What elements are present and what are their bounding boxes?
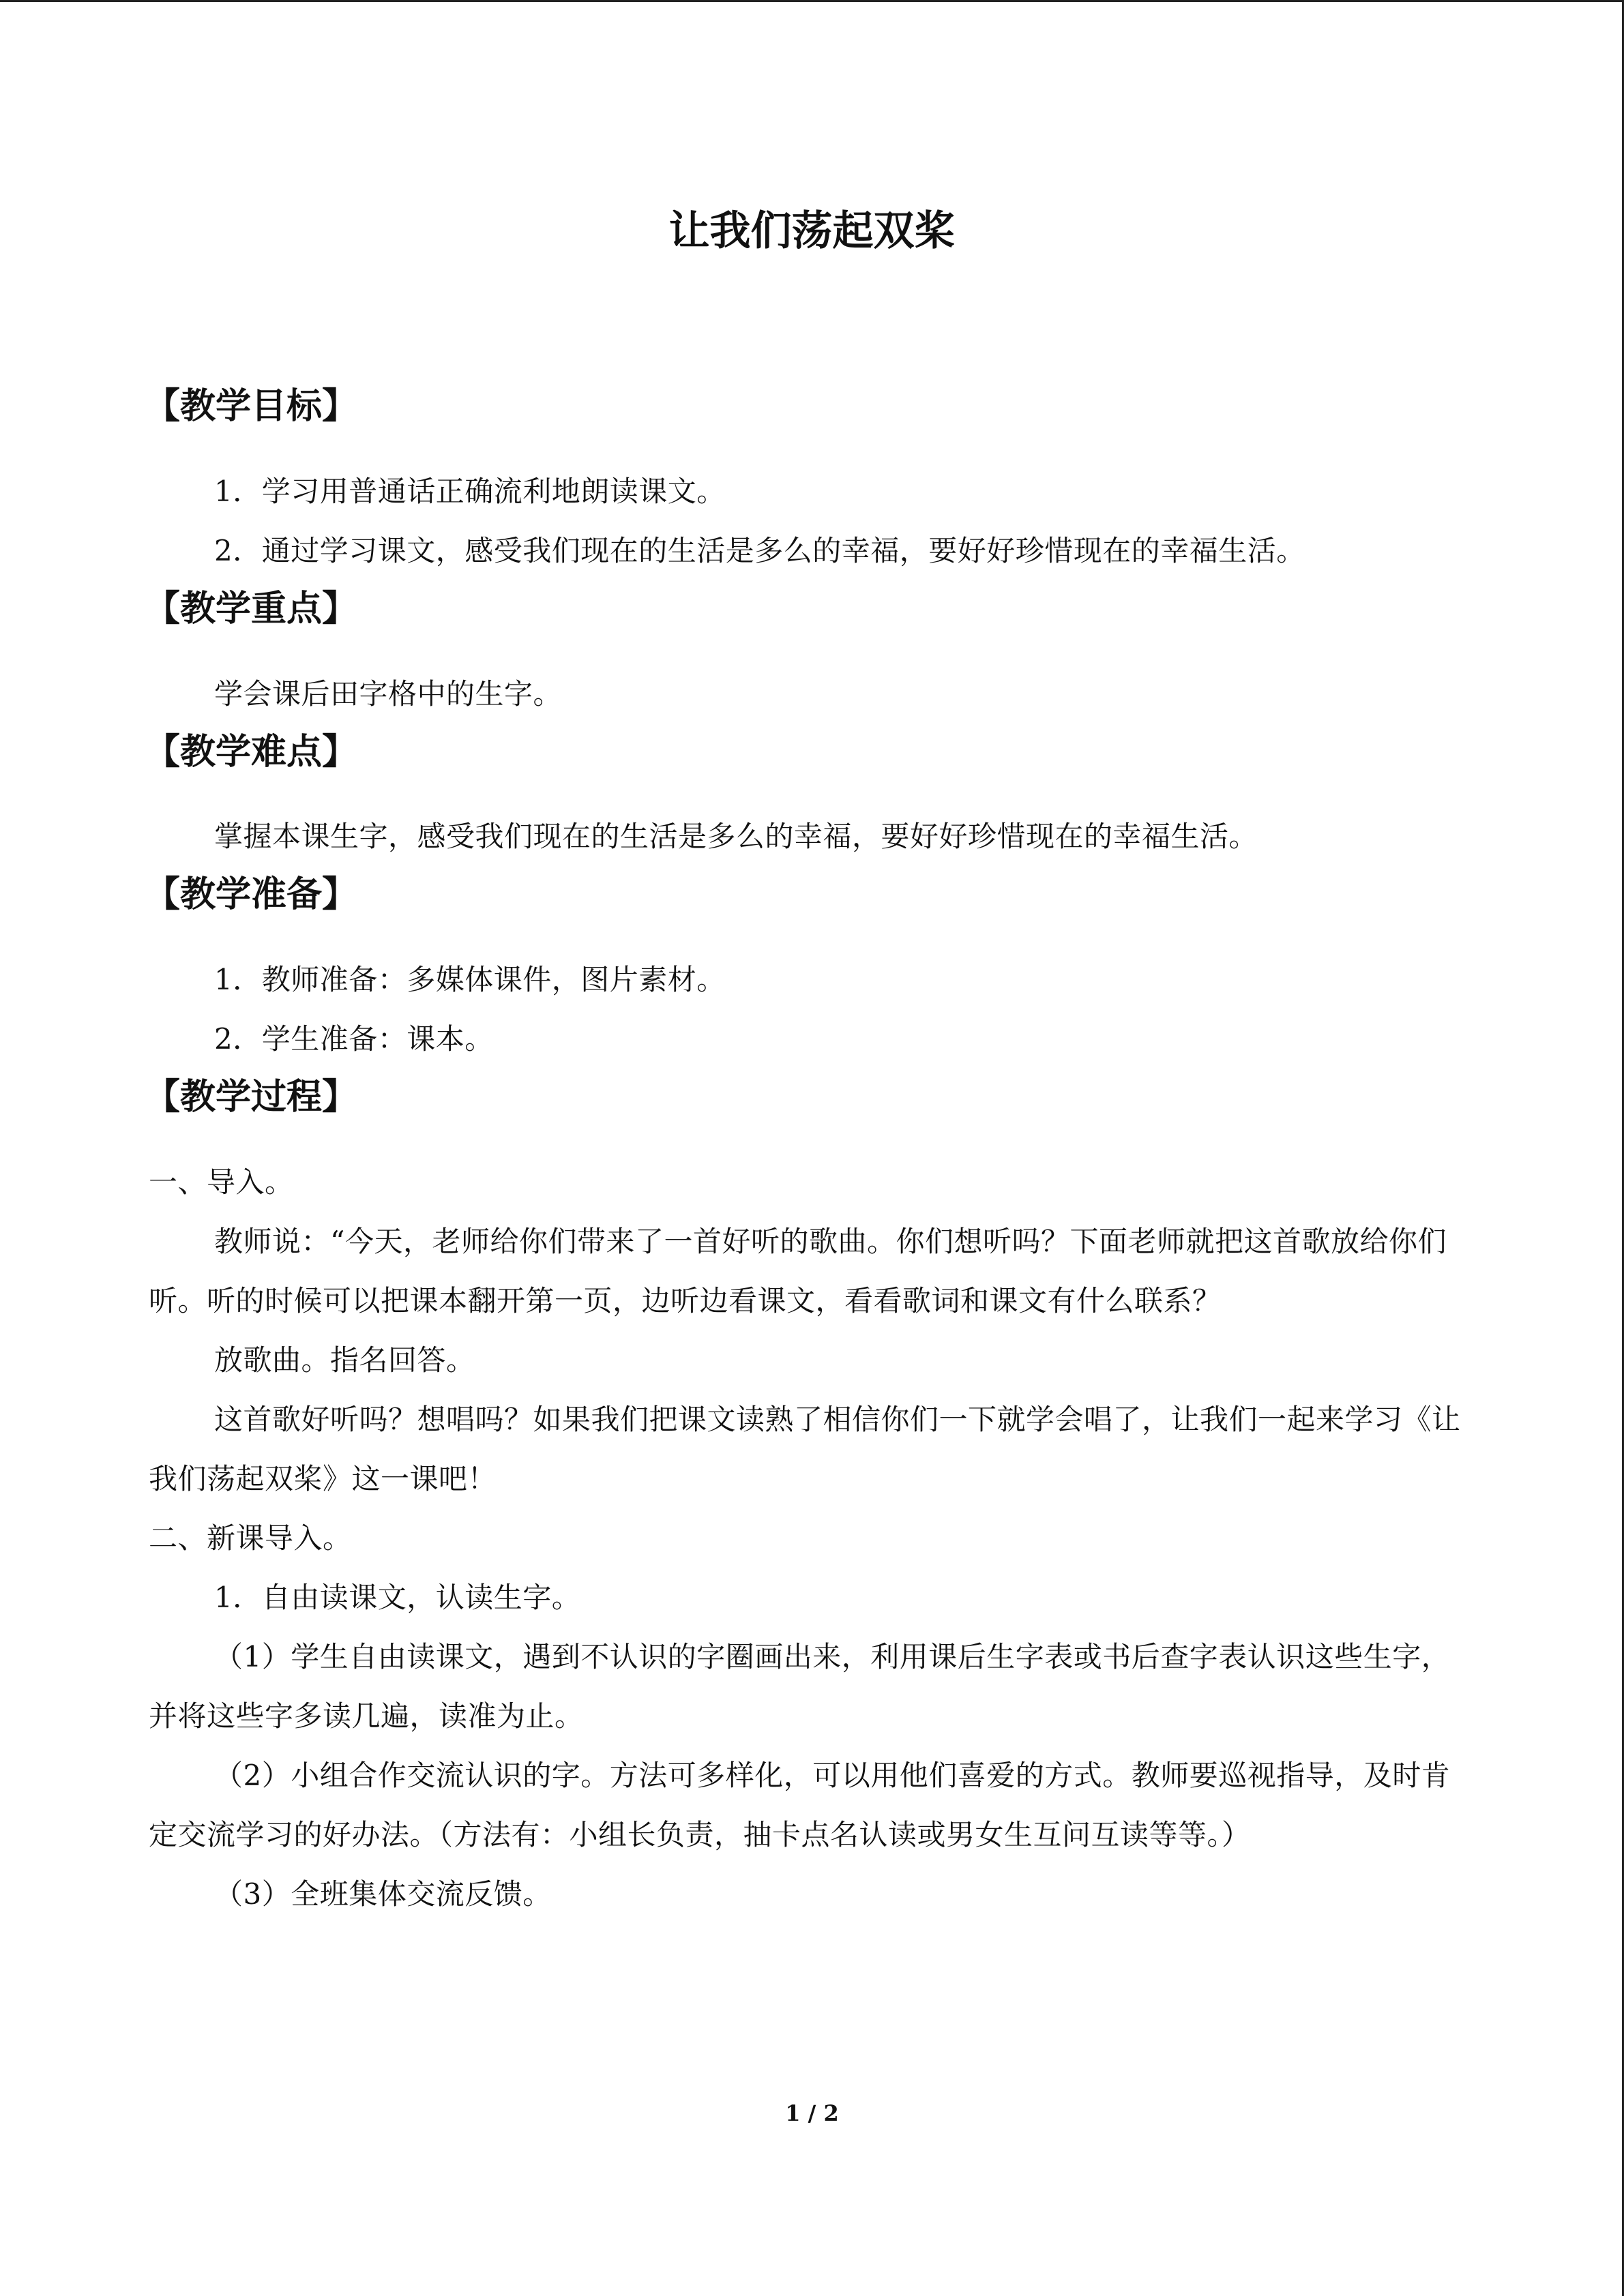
section-heading-key-points: 【教学重点】 [145,587,358,629]
difficulties-text: 掌握本课生字，感受我们现在的生活是多么的幸福，要好好珍惜现在的幸福生活。 [214,820,1258,854]
section-heading-goals: 【教学目标】 [145,385,358,427]
process-part1-paragraph-3: 这首歌好听吗？想唱吗？如果我们把课文读熟了相信你们一下就学会唱了，让我们一起来学习《让我们荡起双桨》这一课吧！ [149,1402,1461,1495]
process-part1-paragraph-1: 教师说：“今天，老师给你们带来了一首好听的歌曲。你们想听吗？下面老师就把这首歌放给你们听。听的时候可以把课本翻开第一页，边听边看课文，看看歌词和课文有什么联系？ [149,1224,1447,1317]
goal-item-1: 1．学习用普通话正确流利地朗读课文。 [214,474,726,508]
preparation-item-2: 2．学生准备：课本。 [214,1022,494,1056]
process-part2-sub-1: （1）学生自由读课文，遇到不认识的字圈画出来，利用课后生字表或书后查字表认识这些生字，并将这些字多读几遍，读准为止。 [149,1639,1451,1733]
document-title: 让我们荡起双桨 [668,207,956,255]
preparation-item-1: 1．教师准备：多媒体课件，图片素材。 [214,963,726,997]
process-part2-sub-2: （2）小组合作交流认识的字。方法可多样化，可以用他们喜爱的方式。教师要巡视指导，及时肯定交流学习的好办法。（方法有：小组长负责，抽卡点名认读或男女生互问互读等等。） [149,1758,1451,1851]
page-number: 1 / 2 [785,2100,839,2126]
process-part2-step-1: 1．自由读课文，认读生字。 [214,1580,581,1614]
section-heading-process: 【教学过程】 [145,1076,358,1118]
process-part1-title: 一、导入。 [149,1165,294,1199]
document-body [145,382,1472,1924]
process-part2-sub-3: （3）全班集体交流反馈。 [214,1877,552,1911]
process-part2-title: 二、新课导入。 [149,1521,352,1555]
key-points-text: 学会课后田字格中的生字。 [214,676,563,711]
goal-item-2: 2．通过学习课文，感受我们现在的生活是多么的幸福，要好好珍惜现在的幸福生活。 [214,533,1305,567]
section-heading-preparation: 【教学准备】 [145,874,358,916]
section-heading-difficulties: 【教学难点】 [145,730,358,773]
process-part1-paragraph-2: 放歌曲。指名回答。 [214,1343,475,1377]
page-border-top [0,0,1624,2]
